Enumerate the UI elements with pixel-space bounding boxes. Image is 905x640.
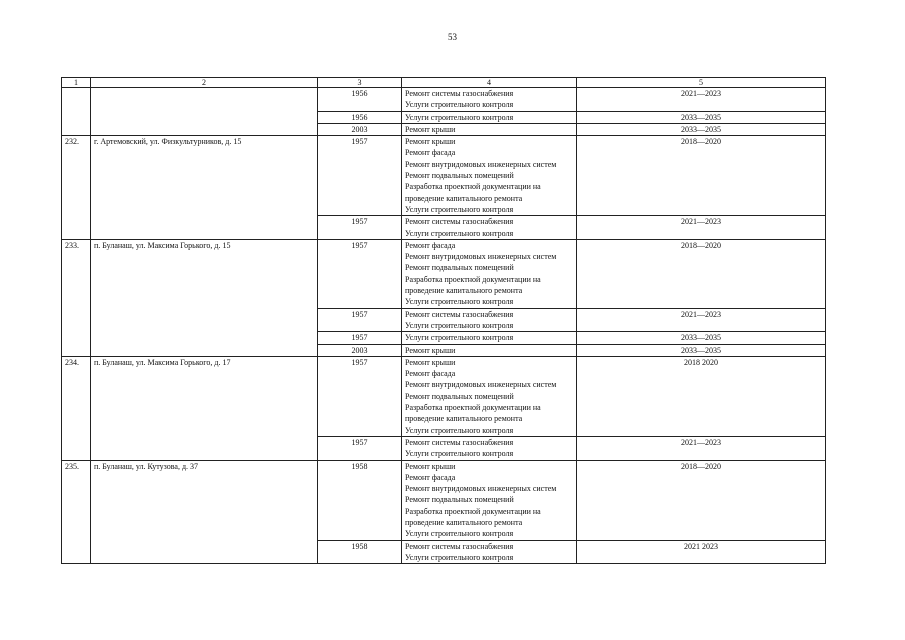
row-number [62, 436, 91, 460]
row-number: 235. [62, 460, 91, 540]
row-address [91, 308, 318, 332]
row-address [91, 436, 318, 460]
row-period: 2021—2023 [577, 216, 826, 240]
work-item: проведение капитального ремонта [405, 286, 523, 296]
work-item: проведение капитального ремонта [405, 193, 523, 203]
work-item: Ремонт внутридомовых инженерных систем [405, 484, 557, 494]
work-item: Услуги строительного контроля [405, 228, 514, 238]
row-address: г. Артемовский, ул. Физкультурников, д. 15 [91, 136, 318, 216]
row-year: 1958 [318, 460, 402, 540]
row-number [62, 344, 91, 356]
work-item: Разработка проектной документации на [405, 506, 541, 516]
row-year: 1957 [318, 239, 402, 308]
work-item: Ремонт системы газоснабжения [405, 217, 514, 227]
row-works [402, 540, 577, 564]
row-number: 234. [62, 356, 91, 436]
work-item: Ремонт фасада [405, 472, 456, 482]
row-number [62, 111, 91, 123]
row-address [91, 216, 318, 240]
work-item: Услуги строительного контроля [405, 552, 514, 562]
table-row [62, 88, 826, 112]
work-item: Услуги строительного контроля [405, 320, 514, 330]
row-year: 1957 [318, 216, 402, 240]
row-address [91, 540, 318, 564]
repair-schedule-table [61, 77, 826, 564]
work-item: Услуги строительного контроля [405, 449, 514, 459]
row-works [402, 332, 577, 344]
header-col-3: 3 [318, 78, 402, 88]
work-item: Разработка проектной документации на [405, 182, 541, 192]
work-item: Ремонт крыши [405, 461, 456, 471]
row-period: 2021—2023 [577, 308, 826, 332]
page-number: 53 [448, 32, 457, 42]
work-item: Услуги строительного контроля [405, 204, 514, 214]
row-year: 1957 [318, 356, 402, 436]
row-year: 2003 [318, 344, 402, 356]
header-col-2: 2 [91, 78, 318, 88]
work-item: Ремонт системы газоснабжения [405, 309, 514, 319]
row-year: 1957 [318, 308, 402, 332]
row-works [402, 308, 577, 332]
header-col-1: 1 [62, 78, 91, 88]
row-period: 2033—2035 [577, 123, 826, 135]
row-year: 1957 [318, 136, 402, 216]
table-row [62, 460, 826, 540]
row-address [91, 344, 318, 356]
row-number [62, 308, 91, 332]
row-period: 2018—2020 [577, 460, 826, 540]
work-item: Ремонт внутридомовых инженерных систем [405, 252, 557, 262]
work-item: Услуги строительного контроля [405, 100, 514, 110]
row-works [402, 123, 577, 135]
work-item: Ремонт внутридомовых инженерных систем [405, 380, 557, 390]
work-item: Ремонт крыши [405, 345, 456, 355]
row-year: 1956 [318, 111, 402, 123]
row-works [402, 136, 577, 216]
row-number [62, 88, 91, 112]
row-address: п. Буланаш, ул. Кутузова, д. 37 [91, 460, 318, 540]
row-address [91, 332, 318, 344]
work-item: Услуги строительного контроля [405, 425, 514, 435]
row-works [402, 239, 577, 308]
table-row [62, 356, 826, 436]
row-number: 233. [62, 239, 91, 308]
row-period: 2018—2020 [577, 136, 826, 216]
header-col-4: 4 [402, 78, 577, 88]
work-item: Ремонт подвальных помещений [405, 391, 514, 401]
row-works [402, 356, 577, 436]
work-item: Ремонт фасада [405, 148, 456, 158]
row-works [402, 216, 577, 240]
work-item: проведение капитального ремонта [405, 517, 523, 527]
table-row [62, 123, 826, 135]
table-header-row [62, 78, 826, 88]
row-period: 2033—2035 [577, 332, 826, 344]
work-item: Услуги строительного контроля [405, 112, 514, 122]
work-item: Ремонт крыши [405, 137, 456, 147]
row-address [91, 111, 318, 123]
row-number [62, 332, 91, 344]
table-row [62, 308, 826, 332]
table-row [62, 344, 826, 356]
table-row [62, 136, 826, 216]
work-item: Ремонт крыши [405, 124, 456, 134]
row-period: 2021—2023 [577, 436, 826, 460]
row-year: 1958 [318, 540, 402, 564]
work-item: Ремонт фасада [405, 240, 456, 250]
table-row [62, 216, 826, 240]
work-item: Ремонт системы газоснабжения [405, 541, 514, 551]
table-row [62, 239, 826, 308]
row-year: 2003 [318, 123, 402, 135]
row-address: п. Буланаш, ул. Максима Горького, д. 15 [91, 239, 318, 308]
row-number [62, 123, 91, 135]
row-period: 2018 2020 [577, 356, 826, 436]
header-col-5: 5 [577, 78, 826, 88]
work-item: Ремонт подвальных помещений [405, 263, 514, 273]
row-period: 2018—2020 [577, 239, 826, 308]
work-item: Ремонт системы газоснабжения [405, 437, 514, 447]
work-item: Разработка проектной документации на [405, 274, 541, 284]
row-period: 2021—2023 [577, 88, 826, 112]
work-item: проведение капитального ремонта [405, 414, 523, 424]
work-item: Разработка проектной документации на [405, 403, 541, 413]
table-row [62, 540, 826, 564]
row-works [402, 111, 577, 123]
work-item: Ремонт фасада [405, 369, 456, 379]
row-year: 1957 [318, 332, 402, 344]
row-year: 1956 [318, 88, 402, 112]
work-item: Ремонт системы газоснабжения [405, 89, 514, 98]
table-row [62, 111, 826, 123]
work-item: Ремонт подвальных помещений [405, 171, 514, 181]
row-works [402, 344, 577, 356]
row-number: 232. [62, 136, 91, 216]
row-works [402, 460, 577, 540]
row-works [402, 436, 577, 460]
work-item: Ремонт внутридомовых инженерных систем [405, 159, 557, 169]
work-item: Услуги строительного контроля [405, 529, 514, 539]
row-period: 2021 2023 [577, 540, 826, 564]
row-number [62, 540, 91, 564]
row-works [402, 88, 577, 112]
row-address: п. Буланаш, ул. Максима Горького, д. 17 [91, 356, 318, 436]
table-row [62, 332, 826, 344]
table-row [62, 436, 826, 460]
row-period: 2033—2035 [577, 344, 826, 356]
row-address [91, 123, 318, 135]
row-period: 2033—2035 [577, 111, 826, 123]
row-year: 1957 [318, 436, 402, 460]
work-item: Ремонт подвальных помещений [405, 495, 514, 505]
work-item: Услуги строительного контроля [405, 297, 514, 307]
work-item: Услуги строительного контроля [405, 333, 514, 343]
row-address [91, 88, 318, 112]
work-item: Ремонт крыши [405, 357, 456, 367]
row-number [62, 216, 91, 240]
